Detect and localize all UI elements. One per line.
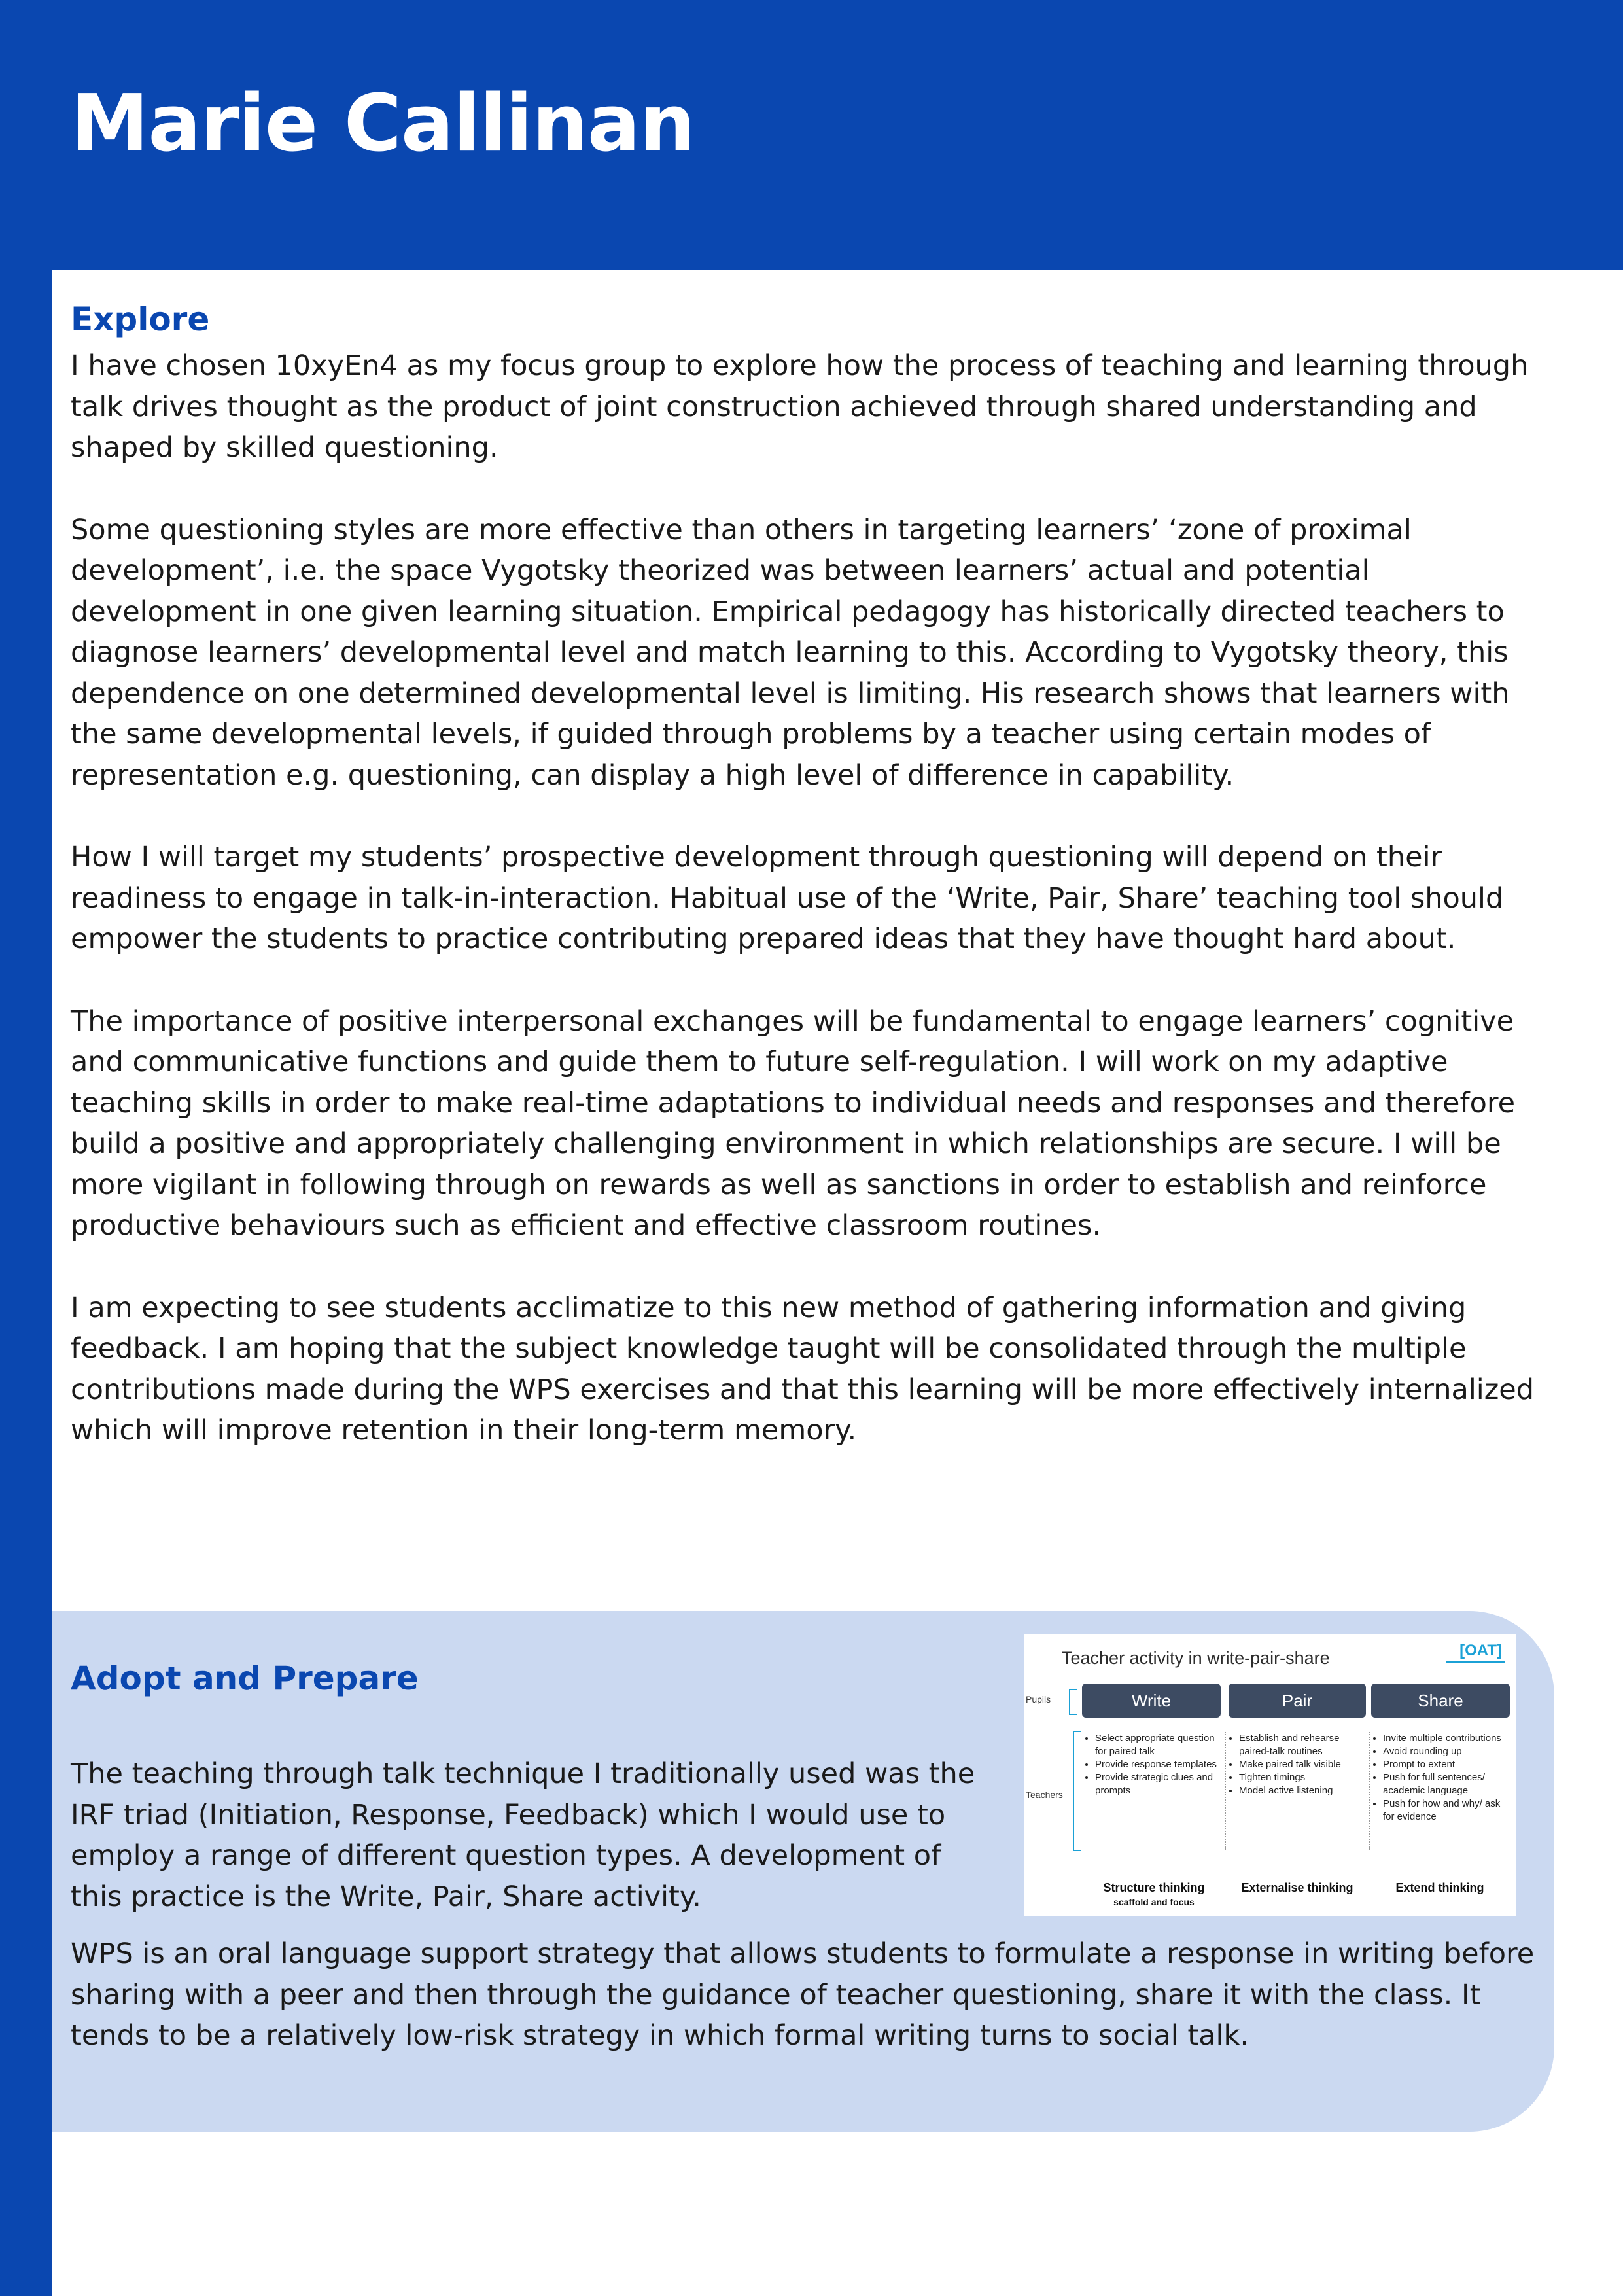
list-item: • Provide response templates — [1095, 1758, 1221, 1771]
explore-paragraph-4: The importance of positive interpersonal exchanges will be fundamental to engage learners’ cognitive and communicative functions and guide them to future self-regulation. I will work on my adaptive teaching skills in order to make real-time adaptations to individual needs and responses and therefore build a positive and appropriately challenging environment in which relationships are secure. I will be more vigilant in following through on rewards as well as sanctions in order to establish and reinforce productive behaviours such as efficient and effective classroom routines. — [71, 1004, 1516, 1242]
figure-heading-write: Write — [1082, 1684, 1221, 1718]
figure-heading-share: Share — [1371, 1684, 1510, 1718]
page-title: Marie Callinan — [71, 79, 695, 169]
list-item: • Make paired talk visible — [1239, 1758, 1367, 1771]
figure-column-pair — [1229, 1732, 1367, 1797]
figure-column-share — [1372, 1732, 1511, 1824]
list-item: • Model active listening — [1239, 1784, 1367, 1797]
list-item: • Select appropriate question for paired talk — [1095, 1732, 1221, 1758]
explore-paragraph-2: Some questioning styles are more effective than others in targeting learners’ ‘zone of proximal development’, i.e. the space Vygotsky theorized was between learners’ actual and potential development in one given learning situation. Empirical pedagogy has historically directed teachers to diagnose learners’ developmental level and match learning to this. According to Vygotsky theory, this dependence on one determined developmental level is limiting. His research shows that learners with the same developmental levels, if guided through problems by a teacher using certain modes of representation e.g. questioning, can display a high level of difference in capability. — [71, 513, 1510, 792]
list-item: • Push for how and why/ ask for evidence — [1383, 1797, 1511, 1824]
write-pair-share-figure — [1024, 1634, 1516, 1916]
teachers-label: Teachers — [1026, 1790, 1063, 1800]
oat-logo-underline — [1446, 1661, 1505, 1663]
explore-section — [71, 293, 1556, 1492]
list-item: • Establish and rehearse paired-talk routines — [1239, 1732, 1367, 1758]
figure-footer-write-sub: scaffold and focus — [1113, 1897, 1195, 1907]
list-item: • Tighten timings — [1239, 1771, 1367, 1784]
list-item: • Invite multiple contributions — [1383, 1732, 1511, 1745]
figure-divider — [1369, 1732, 1370, 1850]
figure-footer-write: Structure thinking — [1103, 1881, 1205, 1894]
pupils-label: Pupils — [1026, 1694, 1051, 1704]
explore-paragraph-1: I have chosen 10xyEn4 as my focus group to explore how the process of teaching and learning through talk drives thought as the product of joint construction achieved through shared understanding and shaped by skilled questioning. — [71, 349, 1529, 464]
explore-paragraph-5: I am expecting to see students acclimatize to this new method of gathering information and giving feedback. I am hoping that the subject knowledge taught will be consolidated through the multiple contributions made during the WPS exercises and that this learning will be more effectively internalized which will improve retention in their long-term memory. — [71, 1291, 1535, 1447]
left-accent-bar — [0, 0, 52, 2296]
pupils-brace — [1069, 1689, 1077, 1715]
teachers-brace — [1073, 1731, 1081, 1851]
figure-column-write — [1085, 1732, 1221, 1797]
adopt-wps-paragraph: WPS is an oral language support strategy that allows students to formulate a response in writing before sharing with a peer and then through the guidance of teacher questioning, share it with the class. It tends to be a relatively low-risk strategy in which formal writing turns to social talk. — [71, 1937, 1535, 2052]
adopt-heading: Adopt and Prepare — [71, 1659, 419, 1697]
figure-title: Teacher activity in write-pair-share — [1062, 1648, 1330, 1668]
figure-footer-pair: Externalise thinking — [1241, 1881, 1353, 1894]
figure-divider — [1225, 1732, 1226, 1850]
explore-paragraph-3: How I will target my students’ prospective development through questioning will depend on their readiness to engage in talk-in-interaction. Habitual use of the ‘Write, Pair, Share’ teaching tool should empower the students to practice contributing prepared ideas that they have thought hard about. — [71, 841, 1504, 955]
list-item: • Provide strategic clues and prompts — [1095, 1771, 1221, 1797]
figure-footer-share: Extend thinking — [1395, 1881, 1484, 1894]
explore-heading: Explore — [71, 300, 210, 338]
oat-logo: [OAT] — [1459, 1642, 1502, 1659]
adopt-intro-paragraph: The teaching through talk technique I traditionally used was the IRF triad (Initiation, Response, Feedback) which I would use to employ a range of different question types. A development of this practice is the Write, Pair, Share activity. — [71, 1757, 975, 1913]
figure-heading-pair: Pair — [1229, 1684, 1366, 1718]
list-item: • Prompt to extent — [1383, 1758, 1511, 1771]
list-item: • Avoid rounding up — [1383, 1745, 1511, 1758]
list-item: • Push for full sentences/ academic language — [1383, 1771, 1511, 1797]
